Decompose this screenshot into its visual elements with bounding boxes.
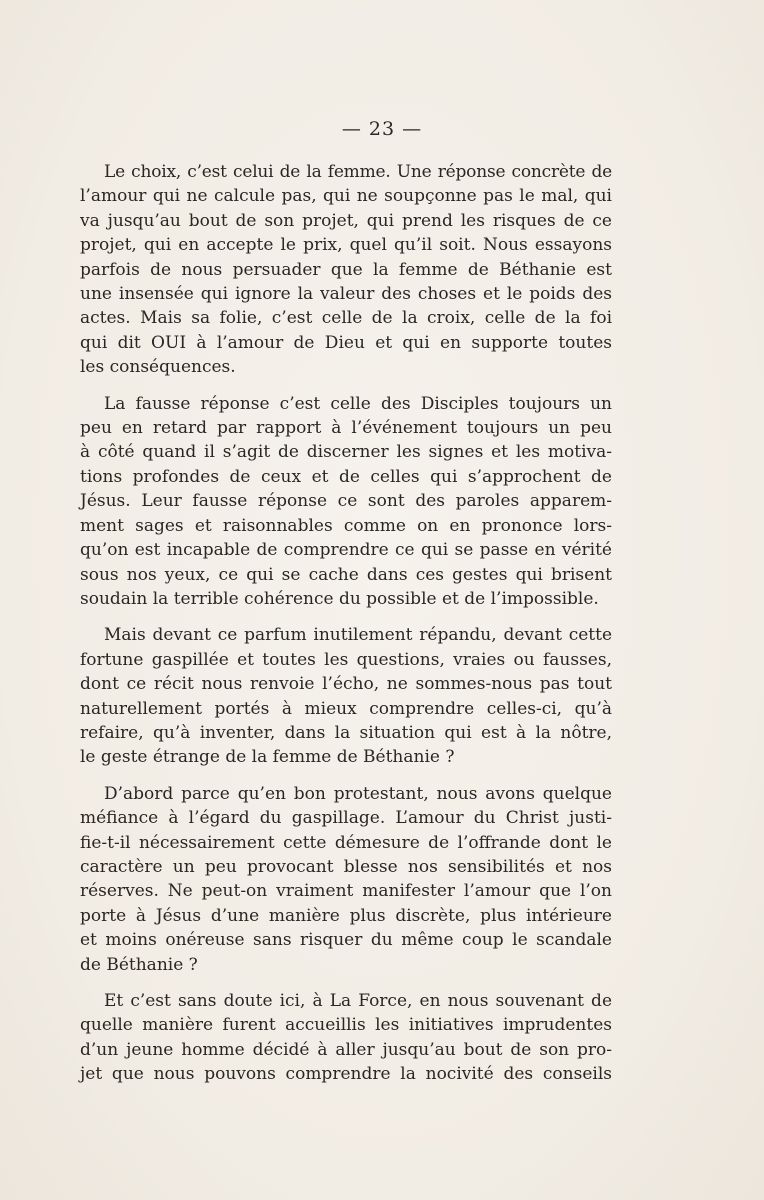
- text-line: dont ce récit nous renvoie l’écho, ne sommes-nous pas tout: [80, 674, 612, 695]
- text-line: d’un jeune homme décidé à aller jusqu’au bout de son pro-: [80, 1039, 612, 1060]
- text-line: refaire, qu’à inventer, dans la situation qui est à la nôtre,: [80, 722, 612, 743]
- text-line: quelle manière furent accueillis les initiatives imprudentes: [80, 1015, 612, 1036]
- text-line: tions profondes de ceux et de celles qui s’approchent de: [80, 466, 612, 487]
- paragraph-5: [80, 989, 612, 1087]
- text-line: qui dit OUI à l’amour de Dieu et qui en supporte toutes: [80, 332, 612, 353]
- paragraph-3: [80, 623, 612, 769]
- text-line: sous nos yeux, ce qui se cache dans ces gestes qui brisent: [80, 564, 612, 585]
- text-line: caractère un peu provocant blesse nos sensibilités et nos: [80, 856, 612, 877]
- text-line: les conséquences.: [80, 357, 236, 378]
- text-line: le geste étrange de la femme de Béthanie ?: [80, 747, 455, 768]
- text-line: fortune gaspillée et toutes les questions, vraies ou fausses,: [80, 649, 612, 670]
- text-line: et moins onéreuse sans risquer du même coup le scandale: [80, 930, 612, 951]
- text-line: une insensée qui ignore la valeur des choses et le poids des: [80, 284, 612, 305]
- text-line: La fausse réponse c’est celle des Disciples toujours un: [104, 393, 612, 414]
- text-line: Mais devant ce parfum inutilement répandu, devant cette: [104, 625, 612, 646]
- text-line: fie-t-il nécessairement cette démesure de l’offrande dont le: [80, 832, 612, 853]
- text-line: D’abord parce qu’en bon protestant, nous avons quelque: [104, 783, 612, 804]
- text-line: qu’on est incapable de comprendre ce qui se passe en vérité: [80, 540, 612, 561]
- text-line: peu en retard par rapport à l’événement toujours un peu: [80, 418, 612, 439]
- text-line: actes. Mais sa folie, c’est celle de la croix, celle de la foi: [80, 308, 612, 329]
- text-line: de Béthanie ?: [80, 954, 198, 975]
- text-line: Le choix, c’est celui de la femme. Une réponse concrète de: [104, 162, 612, 182]
- paragraph-1: [80, 160, 612, 380]
- text-line: va jusqu’au bout de son projet, qui prend les risques de ce: [80, 210, 612, 231]
- paragraph-4: [80, 782, 612, 977]
- paragraph-2: [80, 392, 612, 612]
- text-line: porte à Jésus d’une manière plus discrète, plus intérieure: [80, 905, 612, 926]
- text-line: ment sages et raisonnables comme on en prononce lors-: [80, 515, 612, 536]
- text-line: naturellement portés à mieux comprendre celles-ci, qu’à: [80, 698, 612, 719]
- text-line: soudain la terrible cohérence du possible et de l’impossible.: [80, 588, 599, 609]
- page-number: — 23 —: [341, 118, 423, 140]
- text-line: à côté quand il s’agit de discerner les signes et les motiva-: [80, 442, 612, 463]
- text-line: Et c’est sans doute ici, à La Force, en nous souvenant de: [104, 991, 612, 1011]
- text-line: Jésus. Leur fausse réponse ce sont des paroles apparem-: [80, 491, 612, 512]
- body-text: [80, 160, 612, 1099]
- text-line: méfiance à l’égard du gaspillage. L’amour du Christ justi-: [80, 808, 612, 829]
- text-line: l’amour qui ne calcule pas, qui ne soupçonne pas le mal, qui: [80, 186, 612, 207]
- text-line: réserves. Ne peut-on vraiment manifester l’amour que l’on: [80, 881, 612, 902]
- text-line: projet, qui en accepte le prix, quel qu’il soit. Nous essayons: [80, 235, 612, 256]
- text-line: jet que nous pouvons comprendre la nocivité des conseils: [80, 1064, 612, 1085]
- text-line: parfois de nous persuader que la femme de Béthanie est: [80, 259, 612, 280]
